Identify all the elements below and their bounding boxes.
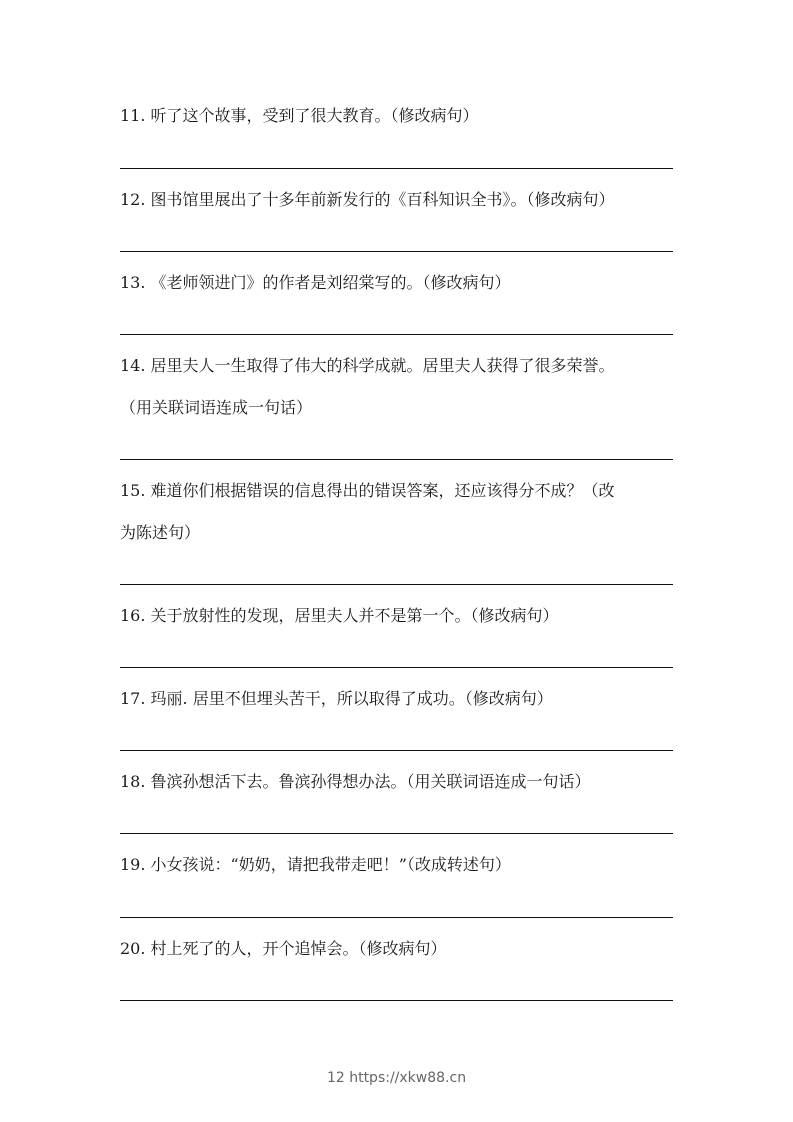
question-11-text: 11. 听了这个故事，受到了很大教育。（修改病句） xyxy=(120,106,479,125)
question-17-answer-line[interactable] xyxy=(120,750,673,751)
question-12-text: 12. 图书馆里展出了十多年前新发行的《百科知识全书》。（修改病句） xyxy=(120,190,615,209)
question-13-text: 13. 《老师领进门》的作者是刘绍棠写的。（修改病句） xyxy=(120,273,511,292)
question-16-answer-line[interactable] xyxy=(120,667,673,668)
question-13-answer-line[interactable] xyxy=(120,334,673,335)
question-15-text: 15. 难道你们根据错误的信息得出的错误答案，还应该得分不成？（改 xyxy=(120,481,615,500)
question-16-text: 16. 关于放射性的发现，居里夫人并不是第一个。（修改病句） xyxy=(120,606,559,625)
question-19-text: 19. 小女孩说：“奶奶，请把我带走吧！”（改成转述句） xyxy=(120,855,511,874)
question-14-instruction: （用关联词语连成一句话） xyxy=(120,398,313,417)
question-12-answer-line[interactable] xyxy=(120,251,673,252)
question-18-text: 18. 鲁滨孙想活下去。鲁滨孙得想办法。（用关联词语连成一句话） xyxy=(120,772,591,791)
question-14-answer-line[interactable] xyxy=(120,459,673,460)
page-footer: 12 https://xkw88.cn xyxy=(326,1070,467,1086)
question-20-answer-line[interactable] xyxy=(120,1000,673,1001)
question-15-instruction: 为陈述句） xyxy=(120,523,201,542)
question-11-answer-line[interactable] xyxy=(120,168,673,169)
question-17-text: 17. 玛丽. 居里不但埋头苦干，所以取得了成功。（修改病句） xyxy=(120,689,553,708)
question-14-text: 14. 居里夫人一生取得了伟大的科学成就。居里夫人获得了很多荣誉。 xyxy=(120,356,615,375)
question-19-answer-line[interactable] xyxy=(120,917,673,918)
question-20-text: 20. 村上死了的人，开个追悼会。（修改病句） xyxy=(120,939,447,958)
question-18-answer-line[interactable] xyxy=(120,833,673,834)
question-15-answer-line[interactable] xyxy=(120,584,673,585)
